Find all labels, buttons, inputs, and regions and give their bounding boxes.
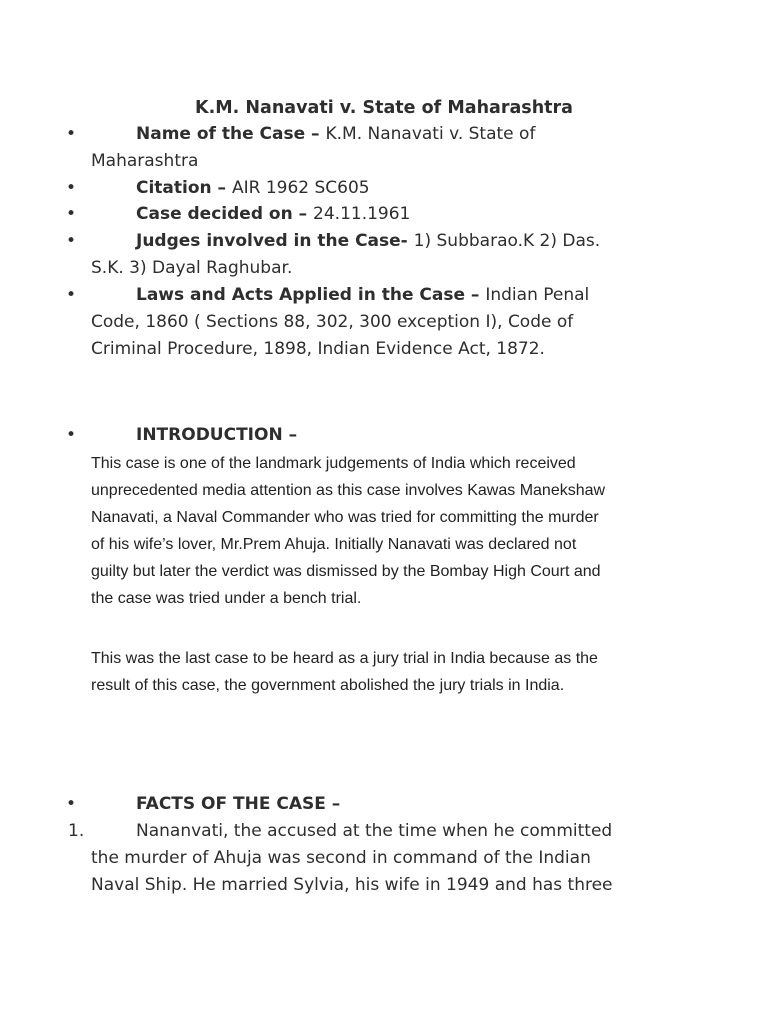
paragraph-line: Nanavati, a Naval Commander who was tried for committing the murder <box>91 509 599 526</box>
bullet: • <box>66 285 77 305</box>
paragraph-line: guilty but later the verdict was dismissed by the Bombay High Court and <box>91 563 601 580</box>
field-label: Laws and Acts Applied in the Case – <box>136 285 486 305</box>
field-label: Name of the Case – <box>136 124 326 144</box>
bullet: • <box>66 204 77 224</box>
field-laws-line1 <box>136 282 589 309</box>
bullet: • <box>66 425 77 445</box>
bullet: • <box>66 794 77 814</box>
field-citation-line1 <box>136 175 370 202</box>
bullet: • <box>66 178 77 198</box>
list-number: 1. <box>68 821 85 841</box>
field-judges-line1 <box>136 228 600 255</box>
field-label: Judges involved in the Case- <box>136 231 414 251</box>
paragraph-line: unprecedented media attention as this case involves Kawas Manekshaw <box>91 482 606 499</box>
paragraph-line: the case was tried under a bench trial. <box>91 590 362 607</box>
bullet: • <box>66 124 77 144</box>
field-value: K.M. Nanavati v. State of <box>325 124 536 144</box>
introduction-paragraph-2 <box>91 645 691 699</box>
bullet: • <box>66 231 77 251</box>
paragraph-line: result of this case, the government abolished the jury trials in India. <box>91 677 565 694</box>
field-value: Indian Penal <box>485 285 590 305</box>
field-value: AIR 1962 SC605 <box>231 178 370 198</box>
paragraph-line: This case is one of the landmark judgements of India which received <box>91 455 576 472</box>
field-value-continuation: Criminal Procedure, 1898, Indian Evidence Act, 1872. <box>91 339 545 359</box>
facts-item-line: Naval Ship. He married Sylvia, his wife in 1949 and has three <box>91 875 613 895</box>
facts-heading: FACTS OF THE CASE – <box>136 794 341 814</box>
field-label: Citation – <box>136 178 232 198</box>
field-case-name-line1 <box>136 121 535 148</box>
field-value-continuation: S.K. 3) Dayal Raghubar. <box>91 258 293 278</box>
field-value-continuation: Code, 1860 ( Sections 88, 302, 300 exception I), Code of <box>91 312 574 332</box>
field-value: 1) Subbarao.K 2) Das. <box>413 231 601 251</box>
introduction-paragraph-1 <box>91 450 691 612</box>
document-title: K.M. Nanavati v. State of Maharashtra <box>195 98 573 118</box>
facts-item-line: Nananvati, the accused at the time when he committed <box>136 821 613 841</box>
paragraph-line: This was the last case to be heard as a jury trial in India because as the <box>91 650 598 667</box>
field-value: 24.11.1961 <box>313 204 411 224</box>
paragraph-line: of his wife’s lover, Mr.Prem Ahuja. Initially Nanavati was declared not <box>91 536 577 553</box>
introduction-heading: INTRODUCTION – <box>136 425 298 445</box>
facts-item-line: the murder of Ahuja was second in command of the Indian <box>91 848 591 868</box>
field-value-continuation: Maharashtra <box>91 151 199 171</box>
field-decided-line1 <box>136 201 410 228</box>
field-label: Case decided on – <box>136 204 314 224</box>
